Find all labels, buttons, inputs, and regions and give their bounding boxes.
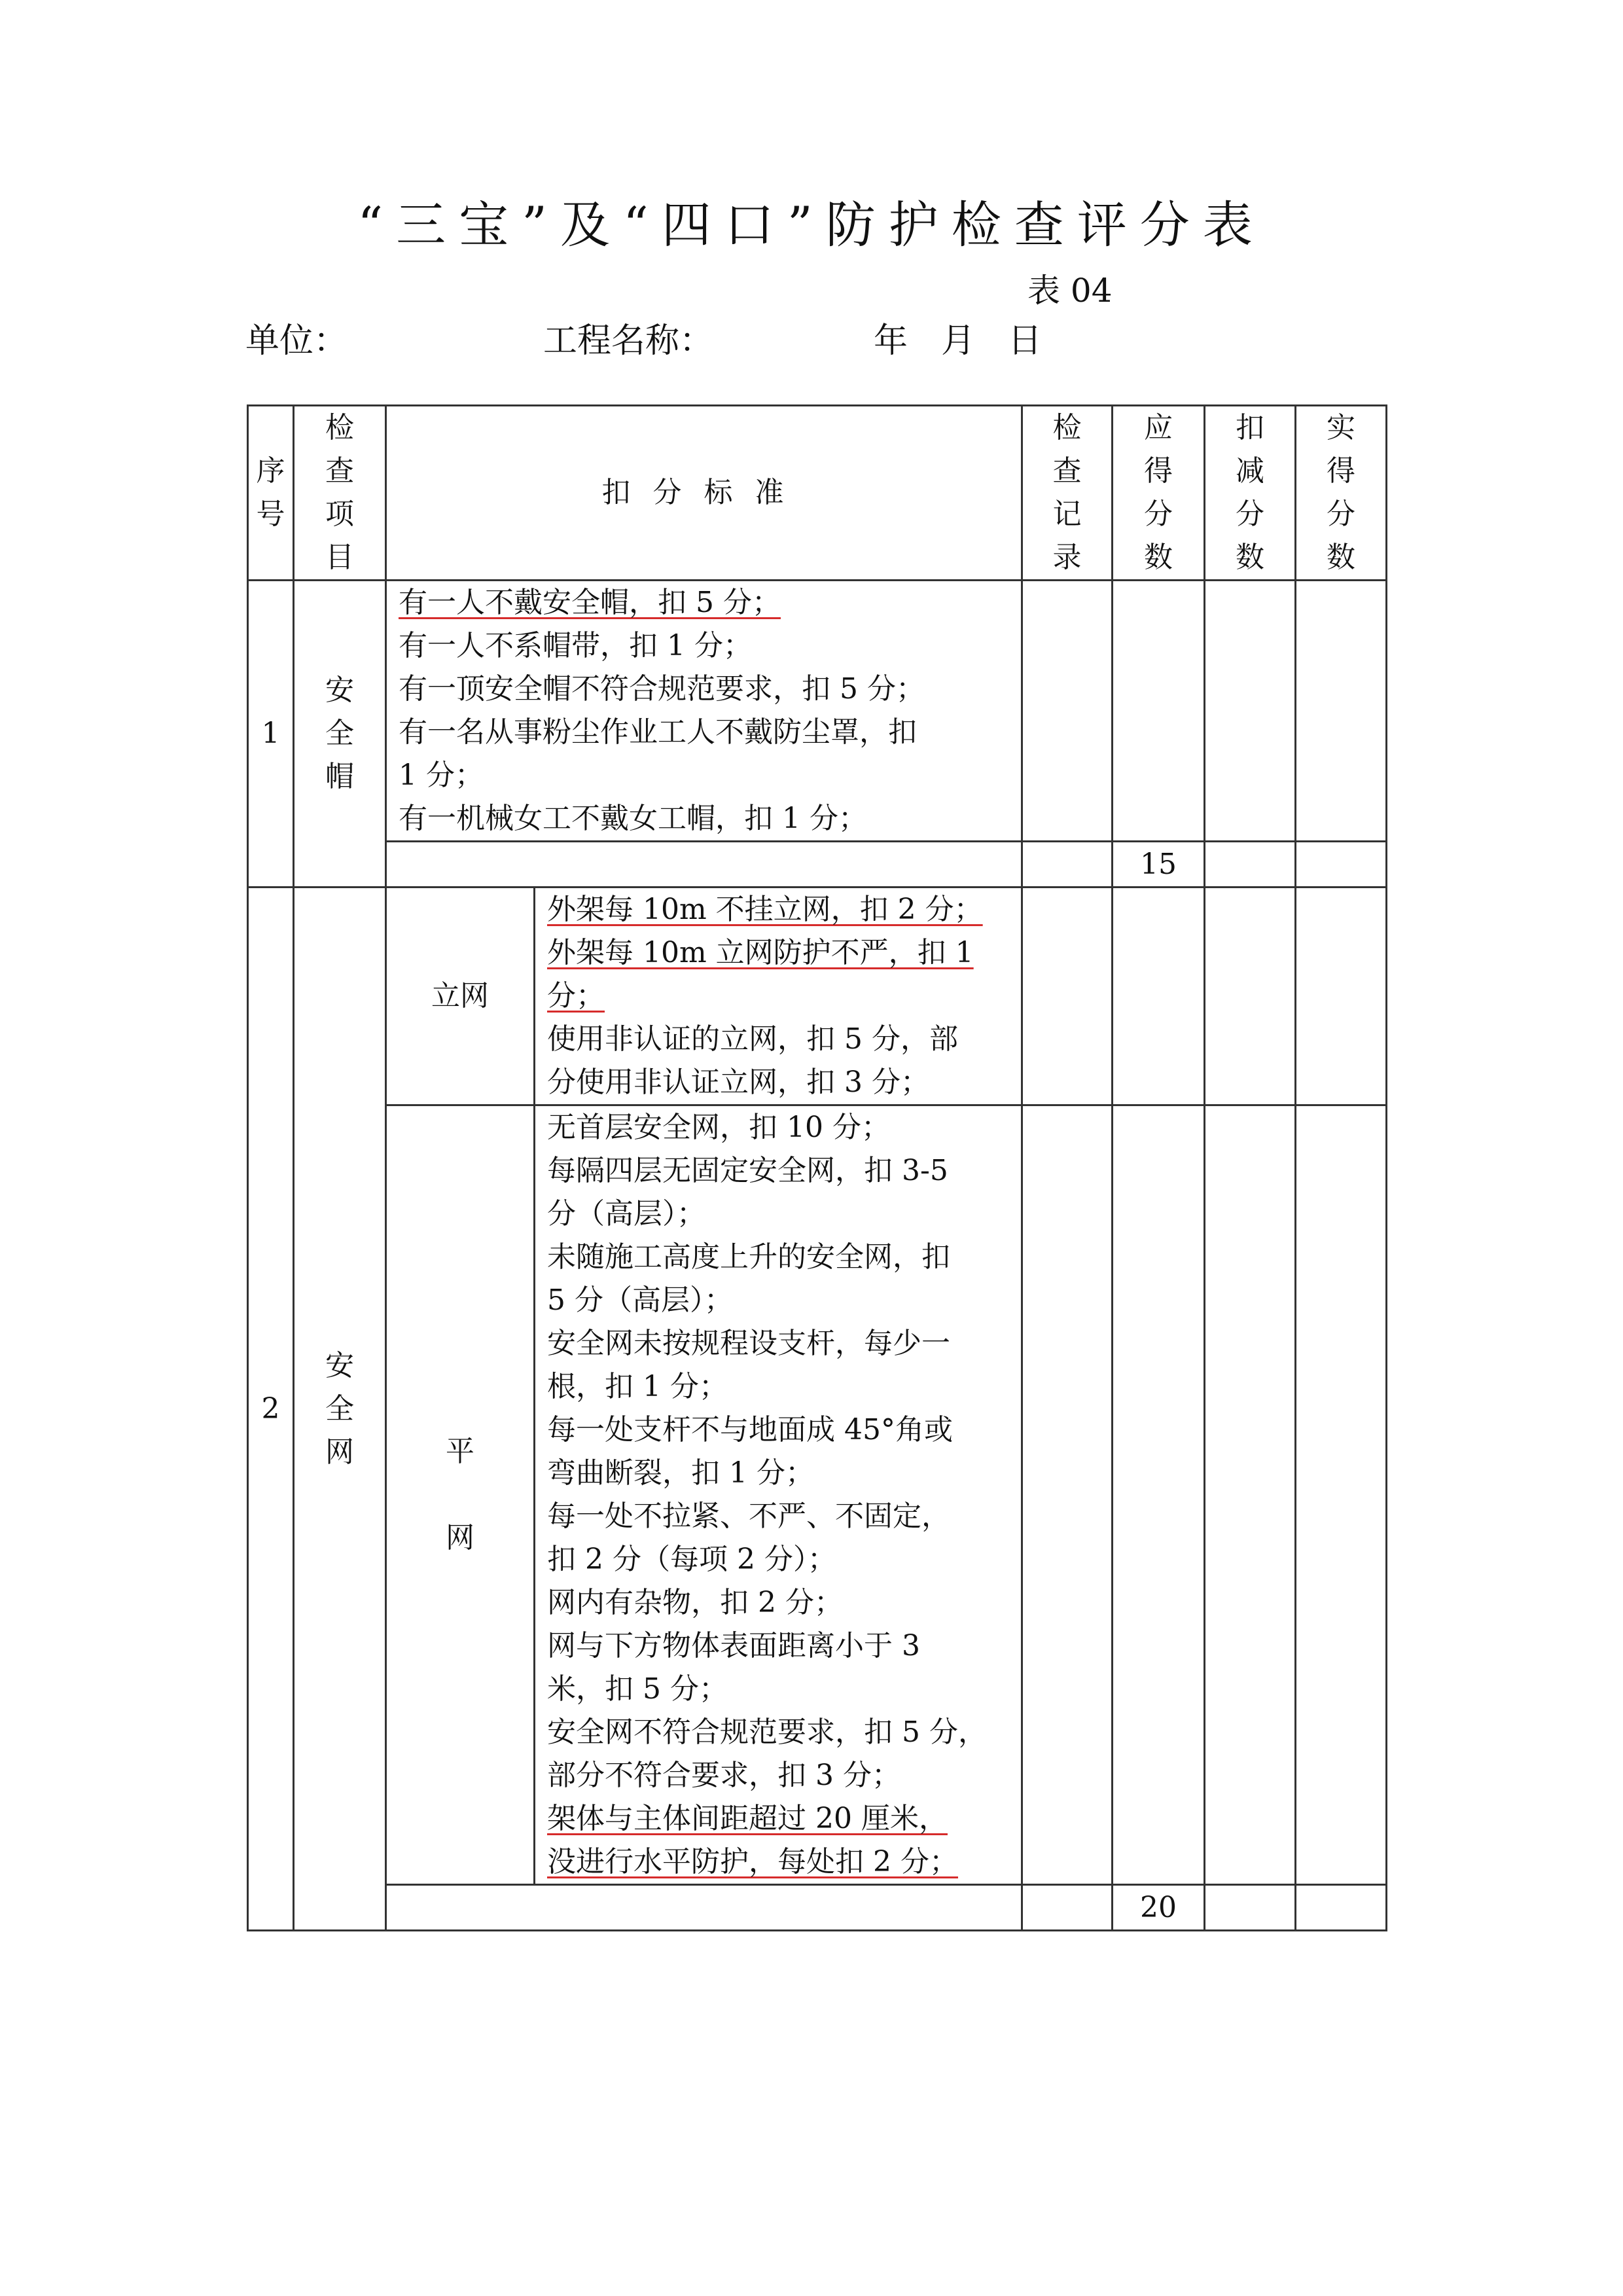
header-record: 检 查 记 录 <box>1022 406 1113 581</box>
vertical-net-actual <box>1296 888 1387 1105</box>
row2-subtotal-deduct <box>1205 1885 1296 1931</box>
header-criteria: 扣分标准 <box>386 406 1022 581</box>
row1-due-score: 15 <box>1113 842 1205 888</box>
row-safety-net-flat <box>248 1105 1387 1885</box>
date-day-label: 日 <box>1008 321 1043 361</box>
row2-subtotal-actual <box>1296 1885 1387 1931</box>
row1-subtotal-blank <box>386 842 1022 888</box>
flat-net-actual <box>1296 1105 1387 1885</box>
vertical-net-criteria: 外架每 10m 不挂立网，扣 2 分； 外架每 10m 立网防护不严，扣 1 分； 使用非认证的立网，扣 5 分，部 分使用非认证立网，扣 3 分； <box>535 888 1022 1105</box>
row-safety-helmet <box>248 581 1387 842</box>
inspection-score-table <box>247 404 1387 1931</box>
vertical-net-record <box>1022 888 1113 1105</box>
page-title: “三宝”及“四口”防护检查评分表 <box>357 196 1266 254</box>
row2-subtotal <box>248 1885 1387 1931</box>
row2-subtotal-blank <box>386 1885 1022 1931</box>
row2-item: 安 全 网 <box>294 888 386 1931</box>
unit-label: 单位： <box>245 321 348 361</box>
flat-net-label: 平 网 <box>386 1105 535 1885</box>
flat-net-due <box>1113 1105 1205 1885</box>
date-month-label: 月 <box>941 321 976 361</box>
row2-seq: 2 <box>248 888 294 1931</box>
vertical-net-label: 立网 <box>386 888 535 1105</box>
meta-line <box>245 313 1423 359</box>
header-seq: 序 号 <box>248 406 294 581</box>
header-due-score: 应 得 分 数 <box>1113 406 1205 581</box>
row1-deduct <box>1205 581 1296 842</box>
header-item: 检 查 项 目 <box>294 406 386 581</box>
project-name-label: 工程名称： <box>543 321 714 361</box>
row-safety-net-vertical <box>248 888 1387 1105</box>
header-row <box>248 406 1387 581</box>
header-deduct: 扣 减 分 数 <box>1205 406 1296 581</box>
row1-subtotal-deduct <box>1205 842 1296 888</box>
flat-net-record <box>1022 1105 1113 1885</box>
row1-criteria: 有一人不戴安全帽，扣 5 分； 有一人不系帽带，扣 1 分； 有一顶安全帽不符合规范要求，扣 5 分； 有一名从事粉尘作业工人不戴防尘罩，扣 1 分； 有一机械女工不戴女工帽，扣 1 分； <box>386 581 1022 842</box>
row1-item: 安 全 帽 <box>294 581 386 888</box>
row1-subtotal-record <box>1022 842 1113 888</box>
table-number: 表 04 <box>1027 272 1113 310</box>
date-year-label: 年 <box>874 321 908 361</box>
row2-subtotal-record <box>1022 1885 1113 1931</box>
row1-subtotal <box>248 842 1387 888</box>
row2-due-score: 20 <box>1113 1885 1205 1931</box>
row1-seq: 1 <box>248 581 294 888</box>
row1-record <box>1022 581 1113 842</box>
flat-net-deduct <box>1205 1105 1296 1885</box>
row1-actual <box>1296 581 1387 842</box>
row1-due-score-blank <box>1113 581 1205 842</box>
header-actual: 实 得 分 数 <box>1296 406 1387 581</box>
vertical-net-deduct <box>1205 888 1296 1105</box>
flat-net-criteria: 无首层安全网，扣 10 分； 每隔四层无固定安全网，扣 3-5 分（高层）； 未随施工高度上升的安全网，扣 5 分（高层）； 安全网未按规程设支杆，每少一 根，扣 1 分； 每一处支杆不与地面成 45°角或 弯曲断裂，扣 1 分； 每一处不拉紧、不严、不固定， 扣 2 分（每项 2 分）； 网内有杂物，扣 2 分； 网与下方物体表面距离小于 3 米，扣 5 分； 安全网不符合规范要求，扣 5 分， 部分不符合要求，扣 3 分； 架体与主体间距超过 20 厘米， 没进行水平防护，每处扣 2 分； <box>535 1105 1022 1885</box>
vertical-net-due <box>1113 888 1205 1105</box>
row1-subtotal-actual <box>1296 842 1387 888</box>
